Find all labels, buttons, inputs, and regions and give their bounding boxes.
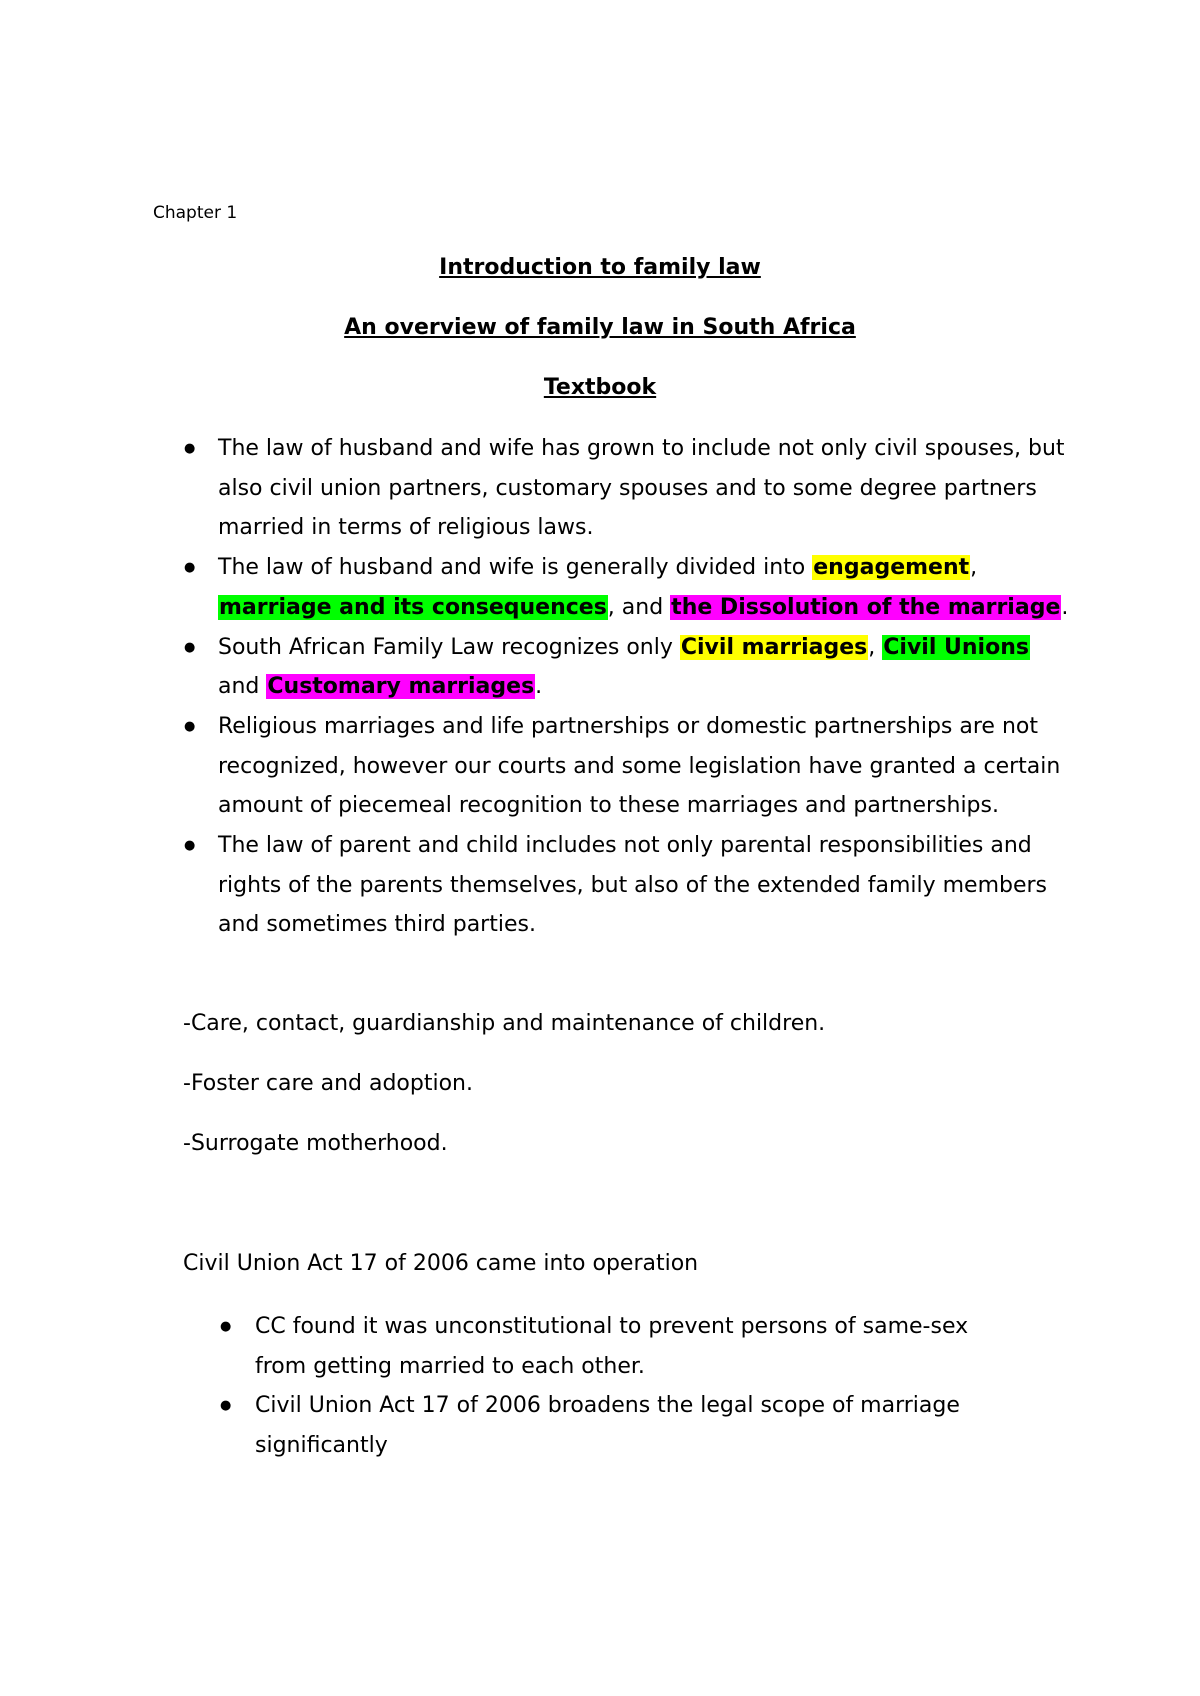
bullet-text: , — [970, 555, 978, 581]
bullet-text: Religious marriages and life partnerships or domestic partnerships are not recognized, however our courts and some legislation have granted a certain amount of piecemeal recognition to these marriages and partnerships. — [218, 713, 1061, 819]
document-title: Introduction to family law — [439, 255, 761, 280]
civil-union-heading: Civil Union Act 17 of 2006 came into operation — [183, 1251, 699, 1276]
list-item — [220, 1386, 1015, 1465]
bullet-text: and — [218, 674, 267, 700]
highlight-engagement: engagement — [813, 555, 970, 581]
bullet-text: , — [868, 634, 883, 660]
list-item — [184, 548, 1078, 627]
list-item — [184, 707, 1078, 826]
bullet-dot-icon: ● — [220, 1398, 232, 1414]
bullet-dot-icon: ● — [184, 441, 196, 456]
highlight-civil-marriages: Civil marriages — [680, 634, 868, 660]
section-heading: Textbook — [543, 375, 657, 400]
highlight-dissolution: the Dissolution of the marriage — [671, 594, 1061, 620]
chapter-label: Chapter 1 — [153, 203, 238, 223]
bullet-text: . — [1061, 594, 1069, 620]
list-item — [184, 429, 1078, 548]
bullet-text: CC found it was unconstitutional to prevent persons of same-sex from getting married to each other. — [255, 1314, 969, 1379]
bullet-dot-icon: ● — [184, 838, 196, 854]
civil-union-bullet-list — [220, 1307, 1015, 1466]
highlight-marriage-consequences: marriage and its consequences — [219, 594, 607, 620]
list-item — [184, 628, 1078, 707]
document-subtitle: An overview of family law in South Africa — [344, 315, 856, 340]
highlight-civil-unions: Civil Unions — [883, 634, 1029, 660]
bullet-text: . — [535, 674, 543, 700]
bullet-text: Civil Union Act 17 of 2006 broadens the legal scope of marriage significantly — [255, 1393, 960, 1459]
bullet-dot-icon: ● — [184, 718, 196, 734]
bullet-dot-icon: ● — [220, 1319, 232, 1334]
dash-item: -Foster care and adoption. — [183, 1071, 473, 1096]
list-item — [184, 826, 1078, 945]
bullet-dot-icon: ● — [184, 639, 196, 655]
dash-item: -Care, contact, guardianship and maintenance of children. — [183, 1011, 826, 1036]
bullet-text: The law of husband and wife has grown to include not only civil spouses, but also civil union partners, customary spouses and to some degree partners married in terms of religious laws. — [218, 436, 1065, 541]
highlight-customary-marriages: Customary marriages — [267, 674, 535, 700]
bullet-text: The law of parent and child includes not only parental responsibilities and rights of the parents themselves, but also of the extended family members and sometimes third parties. — [218, 833, 1048, 938]
bullet-dot-icon: ● — [184, 560, 196, 576]
bullet-text: The law of husband and wife is generally divided into — [218, 555, 813, 581]
overview-bullet-list — [184, 429, 1078, 945]
bullet-text: South African Family Law recognizes only — [218, 634, 680, 660]
list-item — [220, 1307, 1015, 1386]
bullet-text: , and — [607, 594, 671, 620]
dash-item: -Surrogate motherhood. — [183, 1131, 448, 1156]
